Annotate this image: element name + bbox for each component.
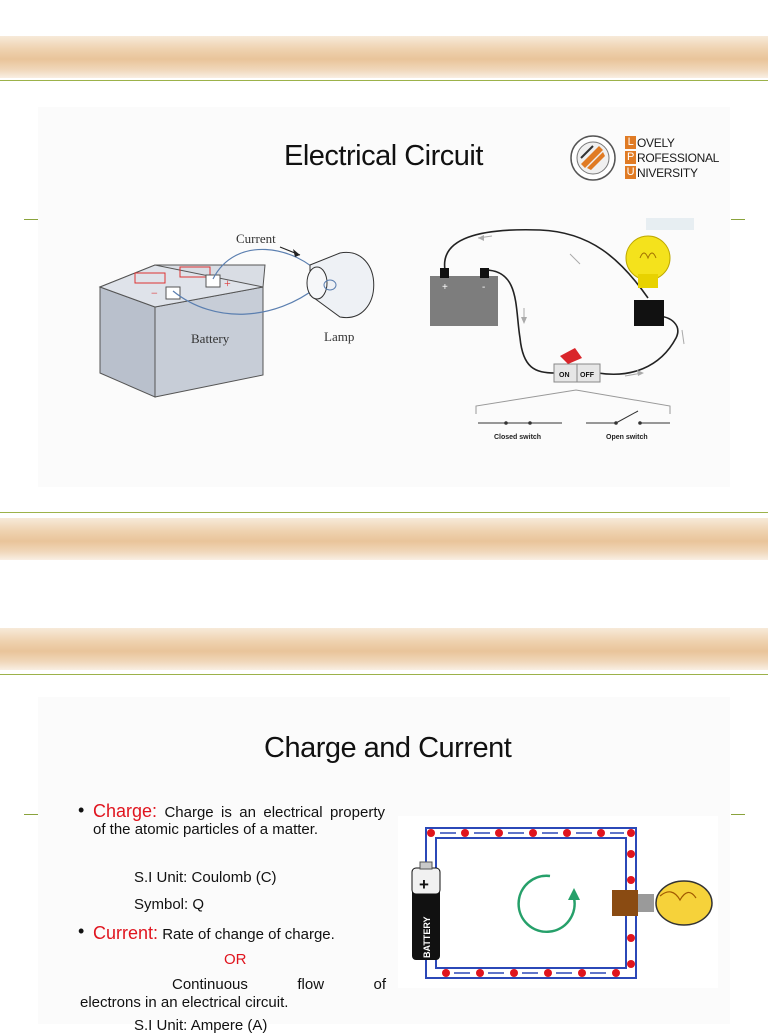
header-band-2 <box>0 628 768 670</box>
university-seal-icon <box>569 134 617 182</box>
switch-circuit-diagram <box>420 218 710 448</box>
logo-line-2: P ROFESSIONAL <box>626 151 720 165</box>
circuit-battery-plus: + <box>442 282 448 293</box>
current-term: Current: <box>93 923 159 943</box>
right-tick <box>731 219 745 220</box>
battery-lamp-diagram <box>95 225 395 415</box>
current-line <box>93 923 335 944</box>
battery-plus-symbol: + <box>224 276 231 290</box>
left-tick <box>24 219 38 220</box>
or-text: OR <box>224 951 247 968</box>
current-label: Current <box>236 231 276 246</box>
electron-flow-diagram <box>398 816 718 988</box>
circuit-battery-minus: - <box>482 282 486 293</box>
switch-off-label: OFF <box>580 372 594 379</box>
current-alt-line2: electrons in an electrical circuit. <box>80 994 289 1011</box>
lamp-label: Lamp <box>324 329 355 344</box>
battery-label: BATTERY <box>422 916 432 958</box>
left-tick-2 <box>24 814 38 815</box>
battery-minus-symbol: − <box>151 286 158 300</box>
bullet-dot-current: • <box>78 921 85 941</box>
current-alt-line1: Continuous flow of <box>172 976 386 993</box>
battery-icon <box>412 862 440 960</box>
logo-line-1: L OVELY <box>625 136 719 151</box>
current-unit-partial: S.I Unit: Ampere (A) <box>134 1017 268 1034</box>
header-rule-2 <box>0 674 768 675</box>
charge-definition: Charge is an electrical property of the atomic particles of a matter. <box>93 804 385 838</box>
page-title-2: Charge and Current <box>264 732 512 764</box>
charge-symbol: Symbol: Q <box>134 896 205 913</box>
logo-line-3: U NIVERSITY <box>626 166 698 180</box>
battery-plus: + <box>419 875 429 894</box>
bullet-dot-charge: • <box>78 800 85 820</box>
page-title: Electrical Circuit <box>284 140 483 172</box>
switch-on-label: ON <box>559 372 570 379</box>
header-band <box>0 36 768 78</box>
current-definition: Rate of change of charge. <box>162 926 335 943</box>
university-logo-text <box>625 136 719 181</box>
header-rule <box>0 80 768 81</box>
right-tick-2 <box>731 814 745 815</box>
footer-rule <box>0 512 768 513</box>
open-switch-label: Open switch <box>606 434 648 441</box>
battery-label: Battery <box>191 331 230 346</box>
charge-unit: S.I Unit: Coulomb (C) <box>134 869 277 886</box>
footer-band <box>0 518 768 560</box>
slide-charge-and-current <box>0 560 768 1034</box>
charge-paragraph <box>93 803 385 838</box>
charge-term: Charge: <box>93 801 158 821</box>
closed-switch-label: Closed switch <box>494 434 542 441</box>
